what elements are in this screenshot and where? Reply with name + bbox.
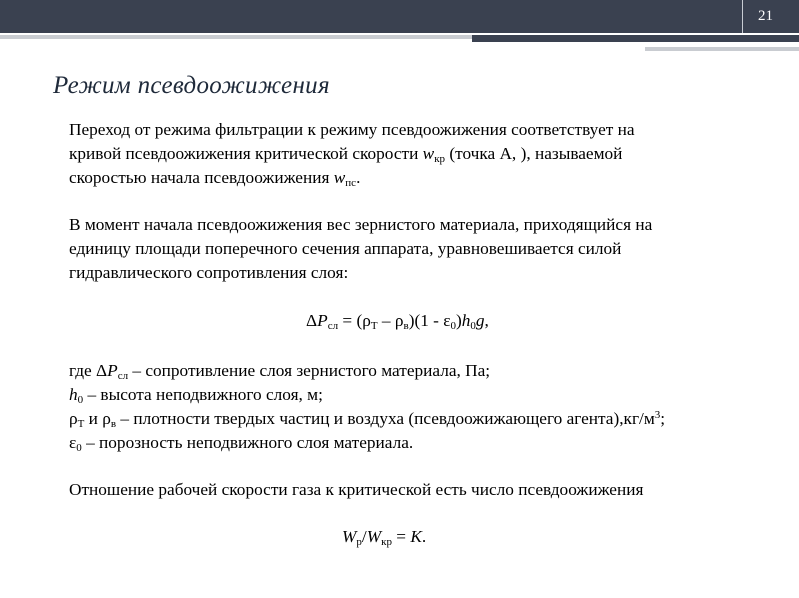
definition-porosity: $\varepsilon_0$ – порозность неподвижного слоя материала. [69,433,414,454]
header-divider [742,0,743,33]
slide-number: 21 [758,8,773,24]
para1-line2: кривой псевдоожижения критической скорости $w_{кр}$ (точка А, ), называемой [69,144,623,165]
fluidization-number-equation: $W_р/W_{кр} = K$. [342,527,427,548]
definition-densities: $\rho_Т$ и $\rho_в$ – плотности твердых частиц и воздуха (псевдоожижающего $агента),кг/м^3$; [69,409,666,430]
definition-pressure-drop: где $\Delta P_{сл}$ – сопротивление слоя зернистого материала, Па; [69,361,491,382]
definition-height: $h_0$ – высота неподвижного слоя, м; [69,385,323,406]
para2-line2: единицу площади поперечного сечения аппарата, уравновешивается силой [69,239,622,258]
decor-stripe-light-right [645,47,799,51]
slide-title: Режим псевдоожижения [53,72,330,99]
decor-stripe-dark [472,35,799,42]
pressure-drop-equation: $\Delta P_{сл} = (\rho_Т - \rho_в)(1 - \varepsilon_0)h_0g$, [306,311,489,332]
decor-stripe-light [0,35,472,39]
para2-line1: В момент начала псевдоожижения вес зернистого материала, приходящийся на [69,215,653,234]
para3-line1: Отношение рабочей скорости газа к критической есть число псевдоожижения [69,480,644,499]
para1-line3: скоростью начала псевдоожижения $w_{пс}$. [69,168,361,189]
para1-line1: Переход от режима фильтрации к режиму псевдоожижения соответствует на [69,120,635,139]
para2-line3: гидравлического сопротивления слоя: [69,263,349,282]
header-bar [0,0,799,33]
